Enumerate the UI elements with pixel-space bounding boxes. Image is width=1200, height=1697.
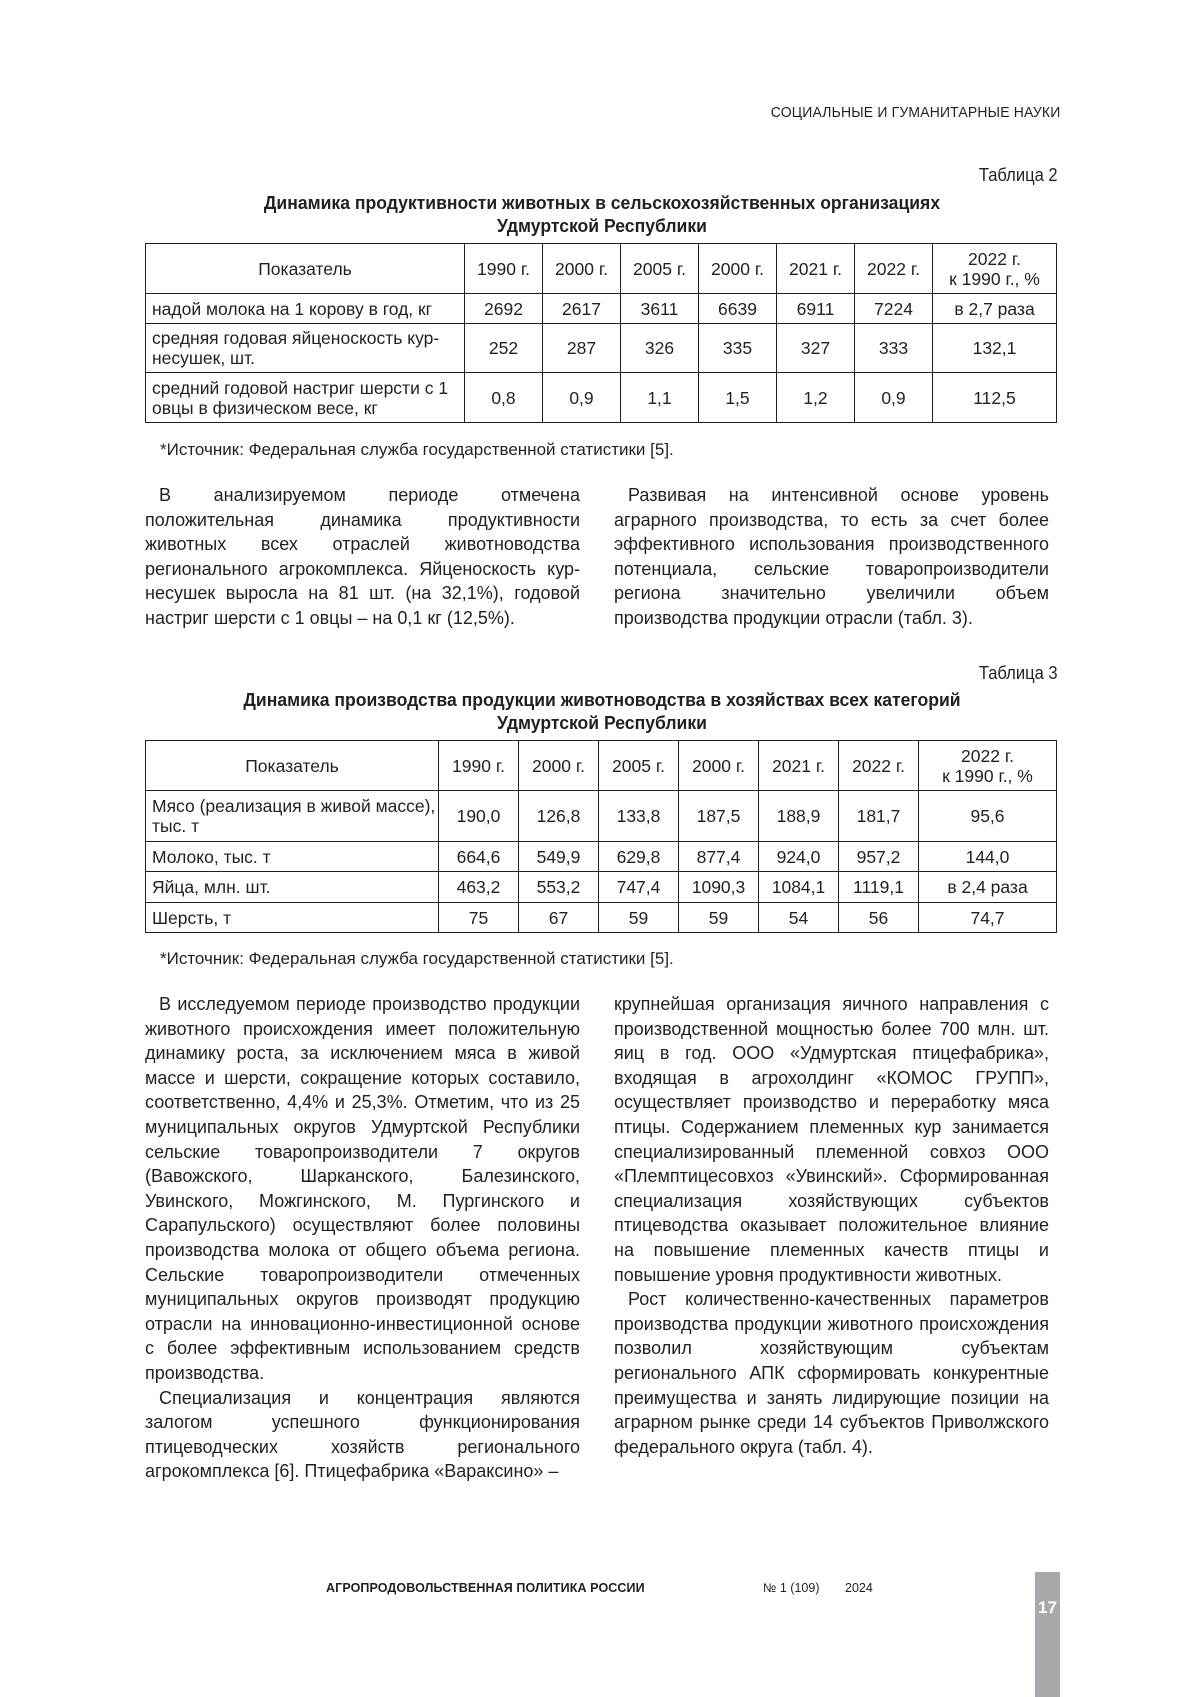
indicator-cell: Мясо (реализация в живой массе), тыс. т [146, 791, 439, 842]
text-column-left-1 [145, 483, 580, 631]
text-column-right-1 [614, 483, 1049, 631]
paragraph: Рост количественно-качественных параметров производства продукции животного происхождения позволил хозяйствующим субъектам регионального АПК сформировать конкурентные преимущества и занять лидирующие позиции на аграрном рынке среди 14 субъектов Приволжского федерального округа (табл. 4). [614, 1289, 1049, 1457]
value-cell: 326 [621, 324, 699, 373]
value-cell: 75 [439, 903, 519, 933]
table3-source-note: *Источник: Федеральная служба государственной статистики [5]. [160, 949, 674, 968]
value-cell: 1,2 [777, 373, 855, 423]
table3-title-line2: Удмуртской Республики [497, 712, 707, 733]
paragraph: крупнейшая организация яичного направления с производственной мощностью более 700 млн. шт. яиц в год. ООО «Удмуртская птицефабрика», входящая в агрохолдинг «КОМОС ГРУПП», осуществляет производство и переработку мяса птицы. Содержанием племенных кур занимается специализированный племенной совхоз ООО «Племптицесовхоз «Увинский». Сформированная специализация хозяйствующих субъектов птицеводства оказывает положительное влияние на повышение племенных качеств птицы и повышение уровня продуктивности животных. [614, 994, 1049, 1285]
table3-col-year: 2000 г. [679, 741, 759, 791]
indicator-cell: Молоко, тыс. т [146, 842, 439, 872]
value-cell: 6639 [699, 294, 777, 324]
value-cell: 2692 [465, 294, 543, 324]
table3-label: Таблица 3 [979, 663, 1058, 683]
indicator-cell: надой молока на 1 корову в год, кг [146, 294, 465, 324]
table-row [146, 324, 1057, 373]
value-cell: 327 [777, 324, 855, 373]
value-cell: 59 [599, 903, 679, 933]
value-cell: 59 [679, 903, 759, 933]
table2-col-year: 2022 г. [855, 244, 933, 294]
value-cell: 553,2 [519, 872, 599, 903]
table2-col-ratio-line2: к 1990 г., % [949, 268, 1040, 289]
table2-title-line1: Динамика продуктивности животных в сельскохозяйственных организациях [263, 192, 941, 213]
value-cell: 877,4 [679, 842, 759, 872]
value-cell: 132,1 [933, 324, 1057, 373]
table2-col-year: 2000 г. [543, 244, 621, 294]
table2-label: Таблица 2 [979, 165, 1058, 185]
table3-col-year: 2022 г. [839, 741, 919, 791]
value-cell: 333 [855, 324, 933, 373]
value-cell: 188,9 [759, 791, 839, 842]
paragraph: Специализация и концентрация являются залогом успешного функционирования птицеводческих хозяйств регионального агрокомплекса [6]. Птицефабрика «Вараксино» – [145, 1387, 580, 1482]
value-cell: 252 [465, 324, 543, 373]
paragraph: Развивая на интенсивной основе уровень аграрного производства, то есть за счет более эффективного использования производственного потенциала, сельские товаропроизводители региона значительно увеличили объем производства продукции отрасли (табл. 3). [614, 485, 1049, 628]
table2 [145, 243, 1057, 423]
value-cell: 7224 [855, 294, 933, 324]
value-cell: 126,8 [519, 791, 599, 842]
value-cell: 67 [519, 903, 599, 933]
table3-header-row [146, 741, 1057, 791]
table3 [145, 740, 1057, 933]
value-cell: 95,6 [919, 791, 1057, 842]
value-cell: 112,5 [933, 373, 1057, 423]
table2-col-ratio-line1: 2022 г. [968, 248, 1021, 269]
section-header: СОЦИАЛЬНЫЕ И ГУМАНИТАРНЫЕ НАУКИ [770, 104, 1060, 121]
value-cell: 190,0 [439, 791, 519, 842]
indicator-cell: Шерсть, т [146, 903, 439, 933]
value-cell: 133,8 [599, 791, 679, 842]
value-cell: 56 [839, 903, 919, 933]
table-row [146, 872, 1057, 903]
value-cell: 2617 [543, 294, 621, 324]
footer-issue-number: № 1 (109) [763, 1581, 820, 1595]
table-row [146, 842, 1057, 872]
table3-col-year: 2005 г. [599, 741, 679, 791]
value-cell: 287 [543, 324, 621, 373]
table3-col-indicator: Показатель [146, 741, 439, 791]
value-cell: 187,5 [679, 791, 759, 842]
value-cell: 664,6 [439, 842, 519, 872]
indicator-cell: средний годовой настриг шерсти с 1 овцы в физическом весе, кг [146, 373, 465, 423]
paragraph: В исследуемом периоде производство продукции животного происхождения имеет положительную динамику роста, за исключением мяса в живой массе и шерсти, сокращение которых составило, соответственно, 4,4% и 25,3%. Отметим, что из 25 муниципальных округов Удмуртской Республики сельские товаропроизводители 7 округов (Вавожского, Шарканского, Балезинского, Увинского, Можгинского, М. Пургинского и Сарапульского) осуществляют более половины производства молока от общего объема региона. Сельские товаропроизводители отмеченных муниципальных округов производят продукцию отрасли на инновационно-инвестиционной основе с более эффективным использованием средств производства. [145, 994, 580, 1383]
value-cell: 1119,1 [839, 872, 919, 903]
value-cell: 3611 [621, 294, 699, 324]
table-row [146, 373, 1057, 423]
value-cell: 747,4 [599, 872, 679, 903]
footer-year: 2024 [845, 1581, 873, 1595]
indicator-cell: Яйца, млн. шт. [146, 872, 439, 903]
table2-title [165, 191, 1039, 237]
value-cell: 0,9 [855, 373, 933, 423]
paragraph: В анализируемом периоде отмечена положительная динамика продуктивности животных всех отраслей животноводства регионального агрокомплекса. Яйценоскость кур-несушек выросла на 81 шт. (на 32,1%), годовой настриг шерсти с 1 овцы – на 0,1 кг (12,5%). [145, 485, 580, 628]
table2-source-note: *Источник: Федеральная служба государственной статистики [5]. [160, 440, 674, 459]
table3-col-ratio-line1: 2022 г. [961, 745, 1014, 766]
value-cell: 0,9 [543, 373, 621, 423]
value-cell: 463,2 [439, 872, 519, 903]
table2-col-year: 2005 г. [621, 244, 699, 294]
table3-col-ratio-line2: к 1990 г., % [942, 765, 1033, 786]
table3-title-line1: Динамика производства продукции животноводства в хозяйствах всех категорий [243, 689, 961, 710]
value-cell: 957,2 [839, 842, 919, 872]
table2-header-row [146, 244, 1057, 294]
page-number-tab [1035, 1572, 1060, 1697]
value-cell: 181,7 [839, 791, 919, 842]
table2-col-year: 1990 г. [465, 244, 543, 294]
table3-col-year: 2000 г. [519, 741, 599, 791]
table-row [146, 903, 1057, 933]
value-cell: 0,8 [465, 373, 543, 423]
value-cell: 144,0 [919, 842, 1057, 872]
value-cell: 1,5 [699, 373, 777, 423]
table2-col-ratio [933, 244, 1057, 294]
table2-col-year: 2000 г. [699, 244, 777, 294]
value-cell: 924,0 [759, 842, 839, 872]
table3-title [165, 688, 1039, 734]
text-column-right-2 [614, 992, 1049, 1459]
table2-col-indicator: Показатель [146, 244, 465, 294]
table3-col-ratio [919, 741, 1057, 791]
value-cell: 335 [699, 324, 777, 373]
value-cell: 6911 [777, 294, 855, 324]
value-cell: 629,8 [599, 842, 679, 872]
value-cell: 74,7 [919, 903, 1057, 933]
table-row [146, 791, 1057, 842]
value-cell: 1,1 [621, 373, 699, 423]
footer-journal-title: АГРОПРОДОВОЛЬСТВЕННАЯ ПОЛИТИКА РОССИИ [326, 1581, 645, 1595]
table-row [146, 294, 1057, 324]
table3-col-year: 1990 г. [439, 741, 519, 791]
value-cell: 54 [759, 903, 839, 933]
value-cell: 549,9 [519, 842, 599, 872]
indicator-cell: средняя годовая яйценоскость кур-несушек, шт. [146, 324, 465, 373]
value-cell: 1090,3 [679, 872, 759, 903]
table3-col-year: 2021 г. [759, 741, 839, 791]
page-number: 17 [1038, 1598, 1057, 1617]
value-cell: 1084,1 [759, 872, 839, 903]
value-cell: в 2,4 раза [919, 872, 1057, 903]
table2-col-year: 2021 г. [777, 244, 855, 294]
table2-title-line2: Удмуртской Республики [497, 215, 707, 236]
value-cell: в 2,7 раза [933, 294, 1057, 324]
text-column-left-2 [145, 992, 580, 1484]
